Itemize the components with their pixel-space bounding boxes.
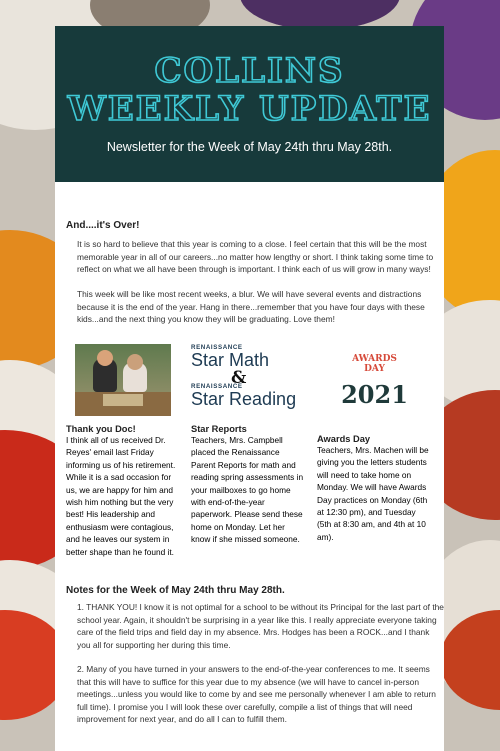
retirement-photo (75, 344, 171, 416)
newsletter-subtitle: Newsletter for the Week of May 24th thru May 28th. (106, 140, 393, 154)
newsletter-card (55, 26, 444, 751)
newsletter-title: COLLINS WEEKLY UPDATE (67, 51, 432, 129)
column-thank-you (66, 344, 181, 558)
intro-heading: And....it's Over! (66, 220, 140, 231)
star-reports-heading: Star Reports (191, 424, 247, 434)
thank-you-text: I think all of us received Dr. Reyes' email last Friday informing us of his retirement. While it is a sad occasion for us, we are happy for him and wish him nothing but the very best! His leadership and enthusiasm were contagious, and he leaves our system in better shape than he found it. (66, 435, 176, 557)
intro-paragraph-2: This week will be like most recent weeks, a blur. We will have several events and distractions because it is the end of the year. Hang in there...remember that you have four days with these kids...and the next thing you know they will be graduating. Love them! (77, 289, 425, 325)
awards-day-badge: AWARDS DAY 2021 (341, 354, 408, 409)
column-star-reports (191, 344, 306, 546)
newsletter-header (55, 26, 444, 182)
notes-item-2: 2. Many of you have turned in your answers to the end-of-the-year conferences to me. It seems that this will have to suffice for this year due to my absence (we will have to cancel in-person meetings...unless you would like to come by and see me personally whenever I am able to return full time). I promise you I will look these over carefully, compile a list of things that will need improvement for next year, and do all I can to fulfill them. (77, 664, 436, 725)
column-awards-day (317, 344, 432, 543)
notes-item-1: 1. THANK YOU! I know it is not optimal for a school to be without its Principal for the last part of the school year. Again, it shouldn't be surprising in a year like this. I really appreciate everyone taking care of the field trips and field day in my absence. Mrs. Hodges has been a ROCK...and I thank you all for supporting her during this time. (77, 602, 444, 650)
intro-paragraph-1: It is so hard to believe that this year is coming to a close. I feel certain that this will be the most memorable year in all of our careers...no matter how lengthy or short. I think taking some time to reflect on what we all have been through is important. I think each of us will grow in many ways! (77, 239, 434, 275)
star-reports-text: Teachers, Mrs. Campbell placed the Renaissance Parent Reports for math and reading spring assessments in your mailboxes to go home with end-of-the-year paperwork. Please send these home on Monday. Let her know if she missed someone. (191, 435, 304, 545)
thank-you-heading: Thank you Doc! (66, 424, 136, 434)
renaissance-star-logo: RENAISSANCE Star Math & RENAISSANCE Star Reading (191, 344, 297, 409)
notes-heading: Notes for the Week of May 24th thru May 28th. (66, 585, 285, 596)
awards-day-text: Teachers, Mrs. Machen will be giving you the letters students will need to take home on Monday. We will have Awards Day practices on Monday (6th at 12:30 pm), and Tuesday (5th at 8:30 am, and 4th at 10 am). (317, 445, 429, 542)
awards-day-heading: Awards Day (317, 434, 371, 444)
